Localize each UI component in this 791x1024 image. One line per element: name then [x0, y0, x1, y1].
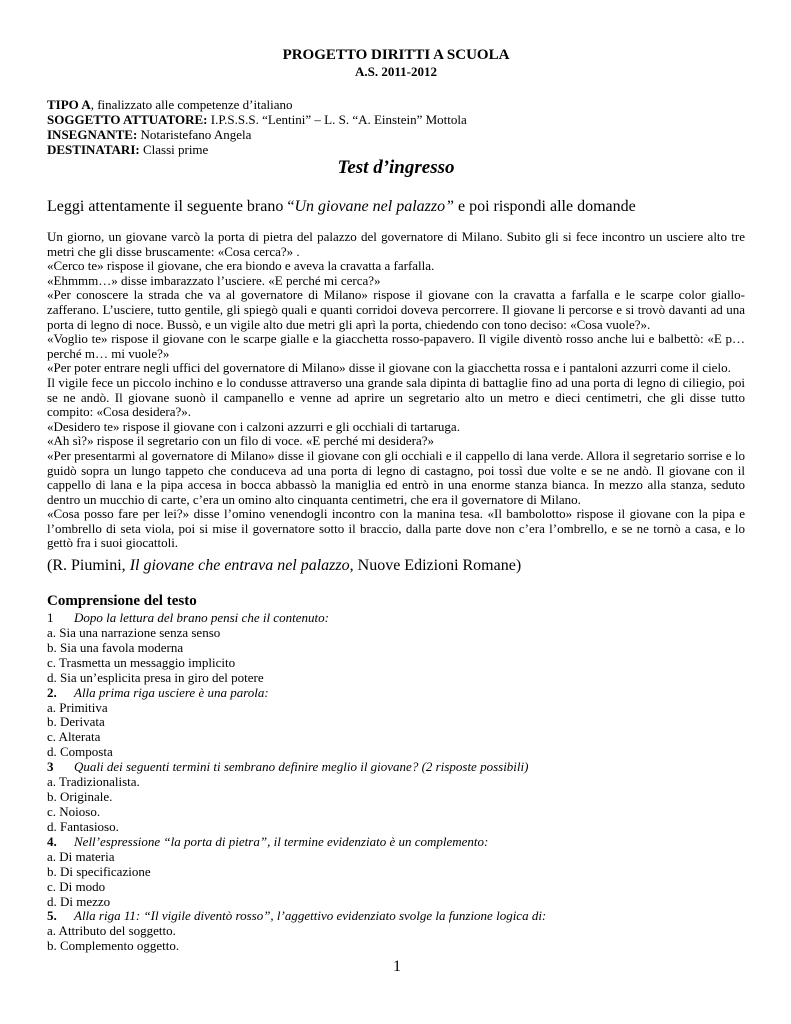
- answer-option: b. Originale.: [47, 789, 113, 805]
- question-number: 2.: [47, 684, 57, 700]
- question-text: Quali dei seguenti termini ti sembrano definire meglio il giovane? (2 risposte possibili): [74, 759, 529, 775]
- section-heading: Comprensione del testo: [47, 593, 197, 609]
- passage-paragraph: «Per conoscere la strada che va al governatore di Milano» rispose il giovane con la cravatta a farfalla e le scarpe color giallo-zafferano. L’usciere, tutto gentile, gli spiegò quali e quanti corridoi doveva percorrere. Il giovane li percorse e si trovò davanti ad una porta di legno di noce. Bussò, e un vigile alto due metri gli aprì la porta, chiedendo con tono deciso: «Cosa vuole?».: [47, 287, 745, 332]
- citation-work: Il giovane che entrava nel palazzo: [129, 557, 350, 574]
- reading-passage: [47, 230, 745, 551]
- question-text: Dopo la lettura del brano pensi che il contenuto:: [74, 610, 329, 625]
- passage-paragraph: «Cerco te» rispose il giovane, che era biondo e aveva la cravatta a farfalla.: [47, 258, 435, 274]
- question-5: [47, 909, 546, 924]
- instruction-story-title: Un giovane nel palazzo”: [294, 198, 454, 215]
- passage-paragraph: Il vigile fece un piccolo inchino e lo condusse attraverso una grande sala dipinta di battaglie fino ad una porta di legno di ciliegio, poi se ne andò. Il giovane suonò il campanello e venne ad aprire un segretario alto un metro e dieci centimetri, che gli disse tutto compito: «Cosa desidera?».: [47, 374, 745, 420]
- passage-paragraph: «Per presentarmi al governatore di Milano» disse il giovane con gli occhiali e il cappello di lana verde. Allora il segretario sorrise e lo guidò sopra un lungo tappeto che conduceva ad una porta di legno di castagno, poi tossì due volte e se ne andò. Il giovane con il cappello di lana e la pipa accesa in bocca abbassò la maniglia ed entrò in una enorme stanza bianca. In mezzo alla stanza, seduto dentro un mucchio di carte, c’era un omino alto cinquanta centimetri, che era il governatore di Milano.: [47, 447, 745, 507]
- meta-destinatari-label: DESTINATARI:: [47, 142, 140, 157]
- meta-tipo-label: TIPO A: [47, 97, 91, 112]
- project-title: PROGETTO DIRITTI A SCUOLA: [282, 47, 510, 63]
- meta-tipo-value: , finalizzato alle competenze d’italiano: [90, 97, 293, 112]
- test-title: Test d’ingresso: [337, 157, 455, 178]
- question-1: [47, 611, 546, 626]
- passage-paragraph: «Per poter entrare negli uffici del governatore di Milano» disse il giovane con la giacchetta rossa e i pantaloni azzurri come il cielo.: [47, 360, 731, 376]
- source-citation: [47, 556, 521, 576]
- answer-option: a. Attributo del soggetto.: [47, 923, 176, 939]
- answer-option: b. Di specificazione: [47, 863, 151, 879]
- answer-option: d. Composta: [47, 744, 113, 760]
- meta-insegnante-value: Notaristefano Angela: [137, 127, 252, 142]
- passage-paragraph: «Ehmmm…» disse imbarazzato l’usciere. «E perché mi cerca?»: [47, 272, 381, 288]
- answer-option: d. Fantasioso.: [47, 818, 119, 834]
- answer-option: c. Alterata: [47, 729, 101, 745]
- citation-author: (R. Piumini,: [47, 557, 130, 574]
- answer-option: b. Derivata: [47, 714, 105, 730]
- question-2: [47, 686, 546, 701]
- answer-option: a. Primitiva: [47, 699, 108, 715]
- answer-option: a. Sia una narrazione senza senso: [47, 624, 221, 640]
- answer-option: b. Sia una favola moderna: [47, 639, 184, 655]
- answer-option: a. Di materia: [47, 848, 115, 864]
- meta-insegnante-label: INSEGNANTE:: [47, 127, 138, 142]
- passage-paragraph: Un giorno, un giovane varcò la porta di pietra del palazzo del governatore di Milano. Subito gli si fece incontro un usciere alto tre metri che gli disse bruscamente: «Cosa cerca?» .: [47, 229, 745, 259]
- answer-option: d. Di mezzo: [47, 893, 111, 909]
- answer-option: d. Sia un’esplicita presa in giro del potere: [47, 669, 264, 685]
- question-list: [47, 611, 546, 954]
- citation-publisher: , Nuove Edizioni Romane): [349, 557, 522, 574]
- question-number: 3: [47, 759, 54, 775]
- question-number: 5.: [47, 908, 57, 924]
- meta-destinatari-value: Classi prime: [139, 142, 209, 157]
- meta-soggetto-label: SOGGETTO ATTUATORE:: [47, 112, 208, 127]
- passage-paragraph: «Ah sì?» rispose il segretario con un filo di voce. «E perché mi desidera?»: [47, 433, 434, 449]
- passage-paragraph: «Cosa posso fare per lei?» disse l’omino venendogli incontro con la manina tesa. «Il bambolotto» rispose il giovane con la pipa e l’ombrello di seta viola, poi si mise il governatore sotto il braccio, dalla parte dove non c’era l’ombrello, e se ne tornò a casa, e lo gettò fra i suoi giocattoli.: [47, 506, 745, 551]
- question-number: 1: [47, 610, 54, 625]
- reading-instruction: [47, 197, 636, 217]
- meta-soggetto: [47, 112, 467, 127]
- question-text: Alla riga 11: “Il vigile diventò rosso”, l’aggettivo evidenziato svolge la funzione logica di:: [74, 908, 547, 924]
- question-text: Alla prima riga usciere è una parola:: [74, 684, 269, 700]
- answer-option: c. Trasmetta un messaggio implicito: [47, 654, 236, 670]
- instruction-after: e poi rispondi alle domande: [454, 198, 636, 215]
- meta-tipo: [47, 97, 467, 112]
- passage-paragraph: «Desidero te» rispose il giovane con i calzoni azzurri e gli occhiali di tartaruga.: [47, 418, 460, 434]
- answer-option: c. Noioso.: [47, 803, 101, 819]
- question-number: 4.: [47, 833, 57, 849]
- answer-option: c. Di modo: [47, 878, 106, 894]
- question-3: [47, 760, 546, 775]
- meta-insegnante: [47, 127, 467, 142]
- answer-option: a. Tradizionalista.: [47, 774, 140, 790]
- question-4: [47, 835, 546, 850]
- document-meta: [47, 97, 467, 157]
- answer-option: b. Complemento oggetto.: [47, 938, 180, 954]
- instruction-before: Leggi attentamente il seguente brano “: [47, 198, 295, 215]
- question-text: Nell’espressione “la porta di pietra”, il termine evidenziato è un complemento:: [74, 833, 489, 849]
- meta-destinatari: [47, 142, 467, 157]
- meta-soggetto-value: I.P.S.S.S. “Lentini” – L. S. “A. Einstein” Mottola: [207, 112, 467, 127]
- passage-paragraph: «Voglio te» rispose il giovane con le scarpe gialle e la giacchetta rosso-papavero. Il vigile diventò rosso anche lui e balbettò: «E p… perché m… mi vuole?»: [47, 331, 745, 361]
- school-year: A.S. 2011-2012: [355, 64, 437, 79]
- page-number: 1: [393, 958, 401, 975]
